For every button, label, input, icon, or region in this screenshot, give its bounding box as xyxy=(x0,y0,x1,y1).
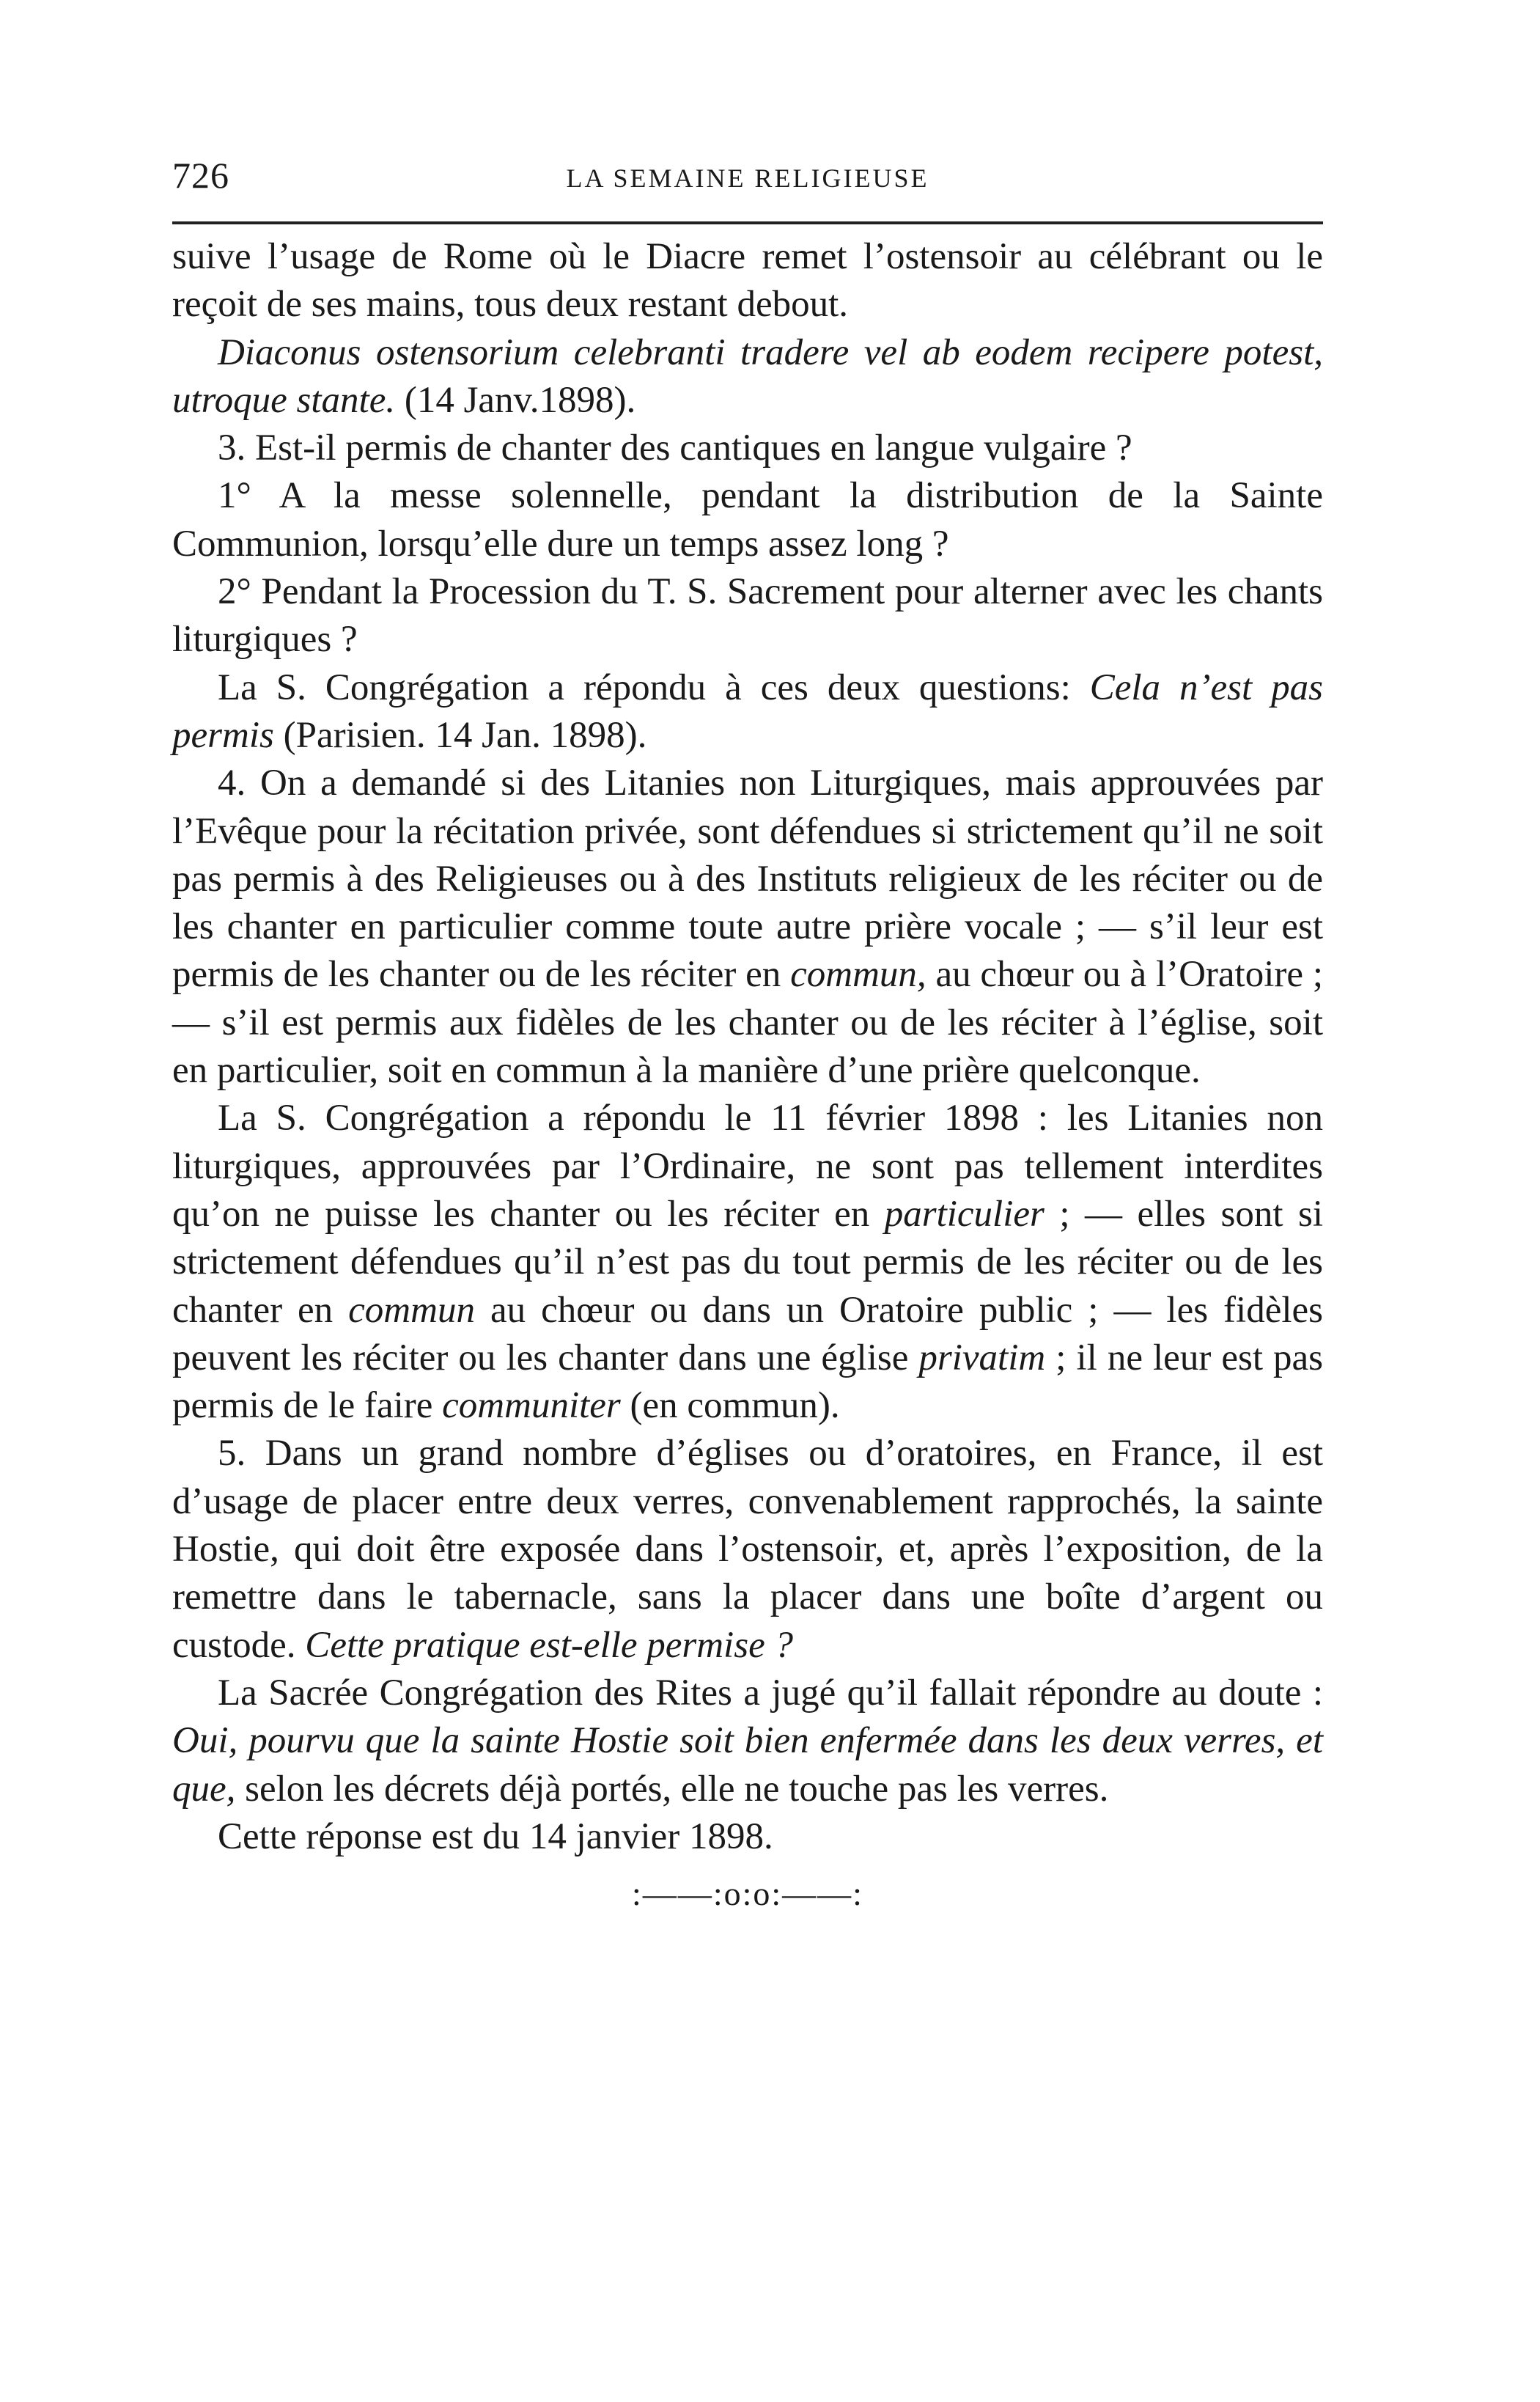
paragraph xyxy=(172,664,1323,760)
running-title: LA SEMAINE RELIGIEUSE xyxy=(566,164,929,193)
text-run: La Sacrée Congrégation des Rites a jugé qu’il fallait répondre au doute : xyxy=(218,1672,1323,1714)
text-run: selon les décrets déjà portés, elle ne touche pas les verres. xyxy=(235,1768,1109,1810)
text-run: au chœur ou dans un Oratoire public ; — les fidèles peuvent les réciter ou les chanter dans une église xyxy=(172,1289,1324,1378)
text-run: 2° Pendant la Procession du T. S. Sacrement pour alterner avec les chants liturgiques ? xyxy=(172,571,1323,661)
page-number: 726 xyxy=(172,155,229,196)
text-run: La S. Congrégation a répondu à ces deux questions: xyxy=(218,666,1090,708)
text-run: (14 Janv.1898). xyxy=(395,379,636,421)
text-run: 4. On a demandé si des Litanies non Liturgiques, mais approuvées par l’Evêque pour la récitation privée, sont défendues si strictement qu’il ne soit pas permis à des Religieuses ou à des Instituts religieux de les réciter ou de les chanter en particulier comme toute autre prière vocale ; — s’il leur est permis de les chanter ou de les réciter en xyxy=(172,763,1323,996)
text-run: 5. Dans un grand nombre d’églises ou d’oratoires, en France, il est d’usage de placer entre deux verres, convenablement rapprochés, la sainte Hostie, qui doit être exposée dans l’ostensoir, et, après l’exposition, de la remettre dans le tabernacle, sans la placer dans une boîte d’argent ou custode. xyxy=(172,1433,1323,1666)
paragraph xyxy=(172,472,1323,568)
text-run: (Parisien. 14 Jan. 1898). xyxy=(273,714,647,756)
paragraph xyxy=(172,1430,1323,1669)
paragraph xyxy=(172,1813,1323,1861)
text-run: au chœur ou à l’Oratoire ; — s’il est permis aux fidèles de les chanter ou de les réciter à l’église, soit en particulier, soit en commun à la manière d’une prière quelconque. xyxy=(172,954,1323,1092)
paragraph xyxy=(172,1670,1323,1813)
document-page xyxy=(172,154,1323,1913)
paragraph xyxy=(172,760,1323,1095)
end-ornament: :——:o:o:——: xyxy=(632,1875,863,1913)
text-run: 1° A la messe solennelle, pendant la distribution de la Sainte Communion, lorsqu’elle dure un temps assez long ? xyxy=(172,475,1323,565)
text-run: suive l’usage de Rome où le Diacre remet l’ostensoir au célébrant ou le reçoit de ses mains, tous deux restant debout. xyxy=(172,236,1323,326)
italic-text: communiter xyxy=(442,1385,621,1427)
paragraph xyxy=(172,329,1323,425)
italic-text: Diaconus ostensorium celebranti tradere vel ab eodem recipere potest, utroque stante. xyxy=(172,331,1323,421)
paragraph xyxy=(172,1095,1323,1430)
text-run: ; — elles sont si strictement défendues qu’il n’est pas du tout permis de les réciter ou de les chanter en xyxy=(172,1193,1323,1331)
italic-text: Oui, pourvu que la sainte Hostie soit bien enfermée dans les deux verres, et que, xyxy=(172,1720,1323,1810)
italic-text: Cela n’est pas permis xyxy=(172,666,1323,756)
italic-text: particulier xyxy=(884,1193,1045,1235)
text-run: ; il ne leur est pas permis de le faire xyxy=(172,1337,1323,1427)
italic-text: commun xyxy=(348,1289,475,1331)
paragraph xyxy=(172,233,1323,329)
text-run: Cette réponse est du 14 janvier 1898. xyxy=(218,1815,773,1857)
header-rule xyxy=(172,221,1323,224)
italic-text: commun, xyxy=(790,954,926,996)
text-run: 3. Est-il permis de chanter des cantiques en langue vulgaire ? xyxy=(218,427,1132,469)
paragraph xyxy=(172,425,1323,472)
italic-text: privatim xyxy=(918,1337,1046,1378)
paragraph xyxy=(172,568,1323,664)
page-header xyxy=(172,154,1323,205)
document-body xyxy=(172,233,1323,1861)
text-run: (en commun). xyxy=(620,1385,840,1427)
italic-text: Cette pratique est-elle permise ? xyxy=(305,1624,793,1666)
text-run: La S. Congrégation a répondu le 11 février 1898 : les Litanies non liturgiques, approuvées par l’Ordinaire, ne sont pas tellement interdites qu’on ne puisse les chanter ou les réciter en xyxy=(172,1098,1323,1235)
